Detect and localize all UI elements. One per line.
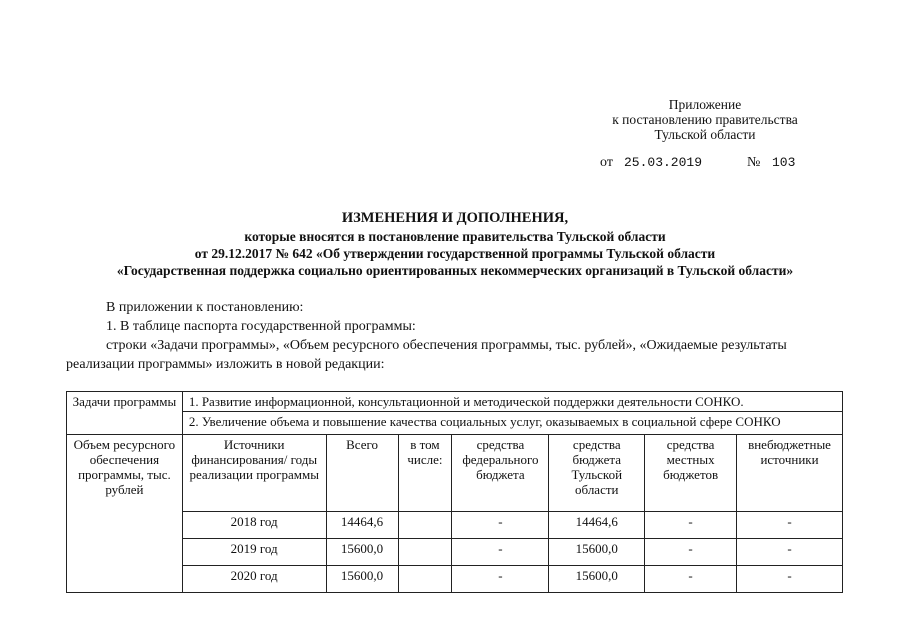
title-line-2: которые вносятся в постановление правительства Тульской области [244,229,666,244]
total-cell: 15600,0 [326,539,398,566]
regional-cell: 14464,6 [549,512,645,539]
header-regional: средства бюджета Тульской области [549,435,645,512]
header-offbudget: внебюджетные источники [737,435,843,512]
title-line-3: от 29.12.2017 № 642 «Об утверждении государственной программы Тульской области [194,246,716,261]
appendix-number: 103 [772,155,796,170]
appendix-number-label: № [747,155,761,170]
including-cell [398,566,452,593]
paragraph-3-line-2: реализации программы» изложить в новой редакции: [66,357,385,372]
appendix-date: 25.03.2019 [624,155,703,170]
volume-label: Объем ресурсного обеспечения программы, тыс. рублей [67,435,183,593]
task-2: 2. Увеличение объема и повышение качества социальных услуг, оказываемых в социальной сфере СОНКО [188,414,781,429]
table-row [67,539,843,566]
offbudget-cell: - [737,512,843,539]
local-cell: - [645,512,737,539]
passport-table [66,391,843,593]
header-including: в том числе: [398,435,452,512]
task-1: 1. Развитие информационной, консультационной и методической поддержки деятельности СОНКО. [183,392,842,412]
appendix-from-label: от [600,155,613,170]
year-cell: 2019 год [182,539,326,566]
header-local: средства местных бюджетов [645,435,737,512]
paragraph-2: 1. В таблице паспорта государственной программы: [106,319,416,334]
local-cell: - [645,566,737,593]
header-total: Всего [326,435,398,512]
title-line-4: «Государственная поддержка социально ориентированных некоммерческих организаций в Тульской области» [116,263,794,278]
year-cell: 2018 год [182,512,326,539]
paragraph-3-line-1: строки «Задачи программы», «Объем ресурсного обеспечения программы, тыс. рублей», «Ожидаемые результаты [106,338,787,353]
year-cell: 2020 год [182,566,326,593]
offbudget-cell: - [737,566,843,593]
tasks-row [67,392,843,435]
appendix-decree-ref: к постановлению правительства [612,112,798,127]
offbudget-cell: - [737,539,843,566]
table-row [67,512,843,539]
federal-cell: - [452,566,549,593]
header-sources: Источники финансирования/ годы реализации программы [182,435,326,512]
tasks-cell [182,392,842,435]
tasks-label: Задачи программы [67,392,183,435]
local-cell: - [645,539,737,566]
regional-cell: 15600,0 [549,566,645,593]
paragraph-1: В приложении к постановлению: [106,300,304,315]
header-federal: средства федерального бюджета [452,435,549,512]
including-cell [398,539,452,566]
including-cell [398,512,452,539]
appendix-label: Приложение [668,97,742,112]
total-cell: 15600,0 [326,566,398,593]
appendix-region: Тульской области [654,127,756,142]
federal-cell: - [452,512,549,539]
regional-cell: 15600,0 [549,539,645,566]
document-title: ИЗМЕНЕНИЯ И ДОПОЛНЕНИЯ, [341,210,569,226]
federal-cell: - [452,539,549,566]
header-row [67,435,843,512]
total-cell: 14464,6 [326,512,398,539]
table-row [67,566,843,593]
